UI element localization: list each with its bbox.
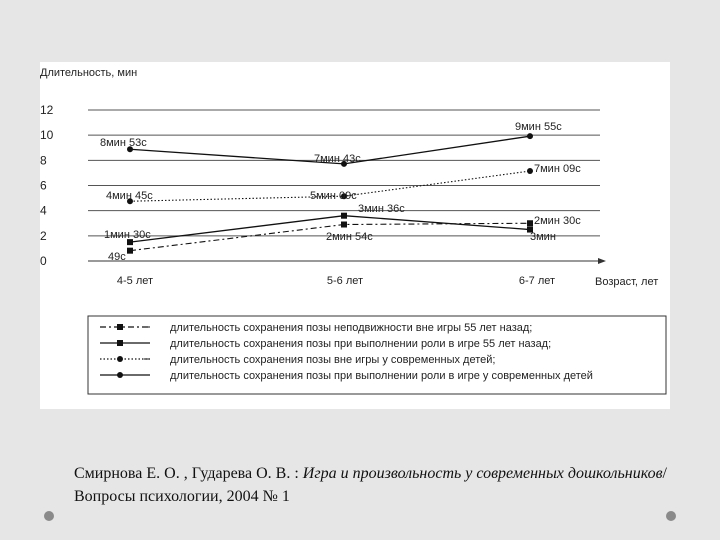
- y-tick-label: 2: [40, 228, 47, 243]
- x-tick-label: 6-7 лет: [518, 275, 556, 287]
- x-tick-label: 4-5 лет: [116, 275, 154, 287]
- legend-entry: длительность сохранения позы неподвижности вне игры 55 лет назад;: [170, 322, 533, 334]
- data-label: 7мин 43с: [314, 153, 361, 165]
- caption: [74, 462, 674, 508]
- data-label: 2мин 54с: [326, 231, 373, 243]
- x-axis-label: Возраст, лет: [595, 276, 659, 288]
- caption-authors: Смирнова Е. О. , Гударева О. В. :: [74, 465, 303, 482]
- legend-marker: [117, 372, 123, 378]
- caption-title: Игра и произвольность у современных дошкольников: [302, 465, 663, 482]
- data-label: 9мин 55с: [515, 121, 562, 133]
- data-label: 5мин 09с: [310, 190, 357, 202]
- data-label: 3мин 36с: [358, 203, 405, 215]
- chart-panel: [40, 62, 670, 409]
- data-label: 8мин 53с: [100, 137, 147, 149]
- y-axis-label: Длительность, мин: [40, 67, 138, 79]
- data-label: 1мин 30с: [104, 229, 151, 241]
- x-axis-arrow: [598, 258, 606, 264]
- y-tick-label: 10: [40, 128, 54, 143]
- y-tick-label: 8: [40, 153, 47, 168]
- y-tick-label: 4: [40, 203, 47, 218]
- data-label: 2мин 30с: [534, 215, 581, 227]
- data-label: 3мин: [530, 231, 556, 243]
- data-point: [527, 168, 533, 174]
- data-label: 49с: [108, 251, 126, 263]
- legend-entry: длительность сохранения позы вне игры у современных детей;: [170, 354, 496, 366]
- slide-bullet-left: [44, 511, 54, 521]
- x-tick-label: 5-6 лет: [326, 275, 364, 287]
- legend-marker: [117, 340, 123, 346]
- caption-source: / Вопросы психологии, 2004 № 1: [74, 465, 667, 505]
- legend-entry: длительность сохранения позы при выполнении роли в игре у современных детей: [170, 370, 593, 382]
- legend-marker: [117, 356, 123, 362]
- slide-bullet-right: [666, 511, 676, 521]
- data-point: [127, 248, 133, 254]
- legend-entry: длительность сохранения позы при выполнении роли в игре 55 лет назад;: [170, 338, 552, 350]
- y-tick-label: 6: [40, 178, 47, 193]
- data-point: [341, 213, 347, 219]
- data-point: [527, 133, 533, 139]
- data-point: [527, 220, 533, 226]
- legend-marker: [117, 324, 123, 330]
- line-chart: [40, 62, 670, 409]
- data-point: [341, 222, 347, 228]
- y-tick-label: 12: [40, 103, 54, 117]
- data-label: 4мин 45с: [106, 190, 153, 202]
- data-label: 7мин 09с: [534, 163, 581, 175]
- y-tick-label: 0: [40, 254, 47, 268]
